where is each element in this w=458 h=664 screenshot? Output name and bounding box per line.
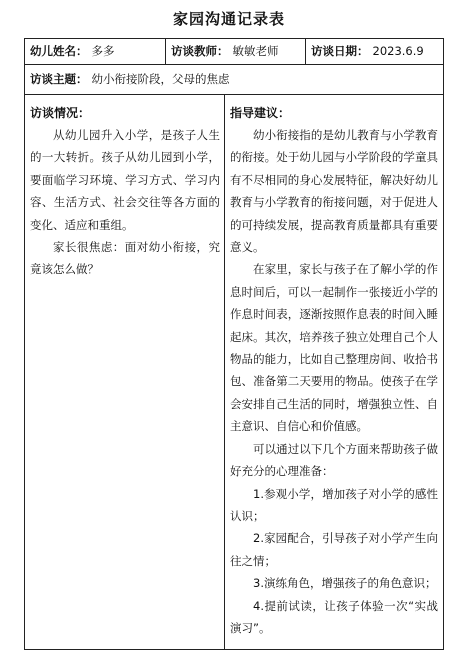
cell-divider: [165, 39, 166, 64]
situation-paragraph: 家长很焦虑：面对幼小衔接，究竟该怎么做？: [30, 240, 220, 277]
advice-paragraph: 幼小衔接指的是幼儿教育与小学教育的衔接。处于幼儿园与小学阶段的学童具有不尽相同的身心发展特征，解决好幼儿教育与小学教育的衔接问题，对于促进人的可持续发展，提高教育质量都具有重要意义。: [230, 128, 438, 255]
column-divider: [224, 95, 225, 649]
topic-row: [25, 65, 443, 95]
advice-list-item: 1.参观小学，增加孩子对小学的感性认识；: [230, 486, 438, 523]
advice-heading: 指导建议：: [230, 106, 291, 120]
advice-list-item: 4.提前试读，让孩子体验一次“实战演习”。: [230, 598, 438, 635]
advice-column: [230, 102, 438, 639]
teacher-label: 访谈教师：: [171, 44, 229, 58]
record-table: [24, 38, 444, 650]
advice-list-item: 2.家园配合，引导孩子对小学产生向往之情；: [230, 531, 438, 568]
topic-value: 幼小衔接阶段，父母的焦虑: [91, 72, 230, 86]
date-label: 访谈日期：: [311, 44, 369, 58]
situation-heading: 访谈情况：: [30, 106, 91, 120]
advice-paragraph: 可以通过以下几个方面来帮助孩子做好充分的心理准备：: [230, 441, 438, 479]
topic-label: 访谈主题：: [30, 72, 88, 86]
teacher-value: 敏敏老师: [232, 44, 279, 58]
document-title: 家园沟通记录表: [172, 10, 285, 28]
child-name-cell: [30, 39, 115, 64]
cell-divider: [305, 39, 306, 64]
date-cell: [311, 39, 424, 64]
info-row: [25, 39, 443, 65]
child-name-label: 幼儿姓名：: [30, 44, 88, 58]
child-name-value: 多多: [91, 44, 115, 58]
advice-list-item: 3.演练角色，增强孩子的角色意识；: [253, 576, 437, 591]
content-row: [25, 95, 443, 649]
situation-column: [30, 102, 220, 281]
teacher-cell: [171, 39, 279, 64]
situation-paragraph: 从幼儿园升入小学，是孩子人生的一大转折。孩子从幼儿园到小学，要面临学习环境、学习方式、学习内容、生活方式、社会交往等各方面的变化、适应和重组。: [30, 128, 220, 232]
date-value: 2023.6.9: [372, 44, 424, 58]
advice-paragraph: 在家里，家长与孩子在了解小学的作息时间后，可以一起制作一张接近小学的作息时间表，逐渐按照作息表的时间入睡起床。其次，培养孩子独立处理自己个人物品的能力，比如自己整理房间、收拾书包、准备第二天要用的物品。使孩子在学会安排自己生活的同时，增强独立性、自主意识、自信心和价值感。: [230, 262, 438, 434]
